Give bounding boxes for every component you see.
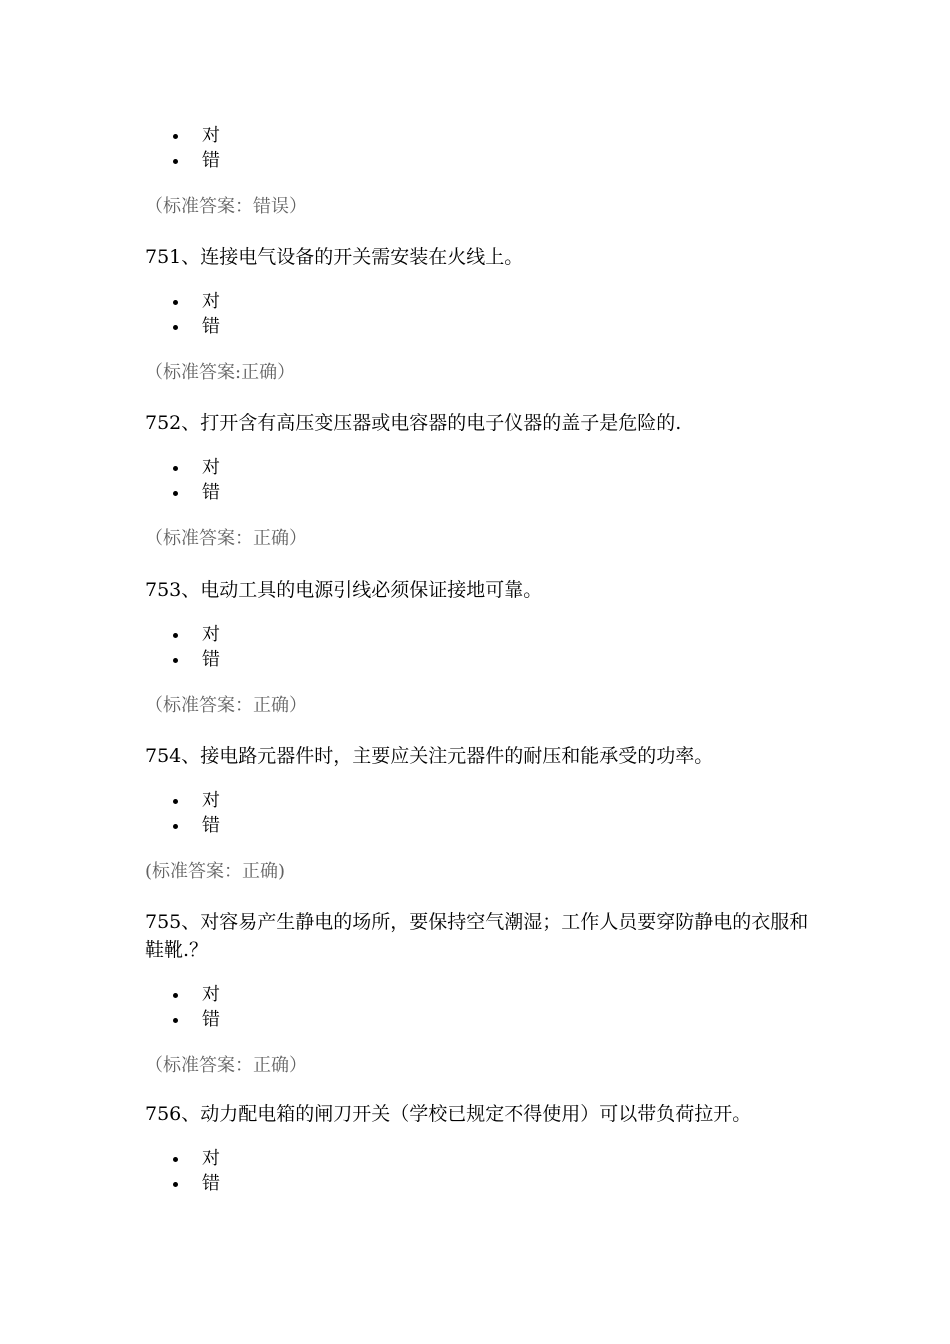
bullet-icon: [173, 993, 178, 998]
bullet-icon: [173, 300, 178, 305]
option-label: 对: [202, 624, 220, 645]
bullet-icon: [173, 134, 178, 139]
option-true[interactable]: [145, 123, 825, 148]
bullet-icon: [173, 159, 178, 164]
question-block-756: [145, 1100, 825, 1196]
bullet-icon: [173, 1157, 178, 1162]
question-block-753: [145, 576, 825, 718]
question-text: 752、打开含有高压变压器或电容器的电子仪器的盖子是危险的.: [145, 412, 682, 434]
option-true[interactable]: [145, 455, 825, 480]
option-list: [145, 788, 825, 838]
question-text: 751、连接电气设备的开关需安装在火线上。: [145, 246, 524, 268]
bullet-icon: [173, 1182, 178, 1187]
option-label: 错: [202, 649, 220, 670]
option-label: 错: [202, 815, 220, 836]
question-block-752: [145, 409, 825, 551]
option-list: [145, 123, 825, 173]
bullet-icon: [173, 633, 178, 638]
question-block-750: [145, 123, 825, 219]
standard-answer: （标准答案:正确）: [145, 362, 296, 383]
option-false[interactable]: [145, 314, 825, 339]
question-text: 756、动力配电箱的闸刀开关（学校已规定不得使用）可以带负荷拉开。: [145, 1103, 752, 1125]
option-label: 对: [202, 457, 220, 478]
option-label: 对: [202, 125, 220, 146]
option-false[interactable]: [145, 148, 825, 173]
option-label: 对: [202, 291, 220, 312]
option-label: 错: [202, 1009, 220, 1030]
question-block-755: [145, 908, 825, 1078]
standard-answer: （标准答案：正确）: [145, 695, 307, 716]
option-label: 对: [202, 1148, 220, 1169]
bullet-icon: [173, 658, 178, 663]
question-text: 755、对容易产生静电的场所，要保持空气潮湿；工作人员要穿防静电的衣服和鞋靴.？: [145, 911, 809, 961]
option-list: [145, 289, 825, 339]
standard-answer: (标准答案：正确): [145, 861, 286, 882]
bullet-icon: [173, 491, 178, 496]
option-list: [145, 455, 825, 505]
option-false[interactable]: [145, 480, 825, 505]
standard-answer: （标准答案：正确）: [145, 1055, 307, 1076]
bullet-icon: [173, 799, 178, 804]
option-label: 对: [202, 984, 220, 1005]
option-false[interactable]: [145, 1007, 825, 1032]
option-label: 错: [202, 316, 220, 337]
standard-answer: （标准答案：正确）: [145, 528, 307, 549]
option-label: 错: [202, 482, 220, 503]
option-list: [145, 982, 825, 1032]
option-list: [145, 1146, 825, 1196]
bullet-icon: [173, 325, 178, 330]
bullet-icon: [173, 466, 178, 471]
option-false[interactable]: [145, 647, 825, 672]
option-list: [145, 622, 825, 672]
option-true[interactable]: [145, 289, 825, 314]
bullet-icon: [173, 1018, 178, 1023]
question-block-754: [145, 742, 825, 884]
option-label: 错: [202, 1173, 220, 1194]
standard-answer: （标准答案：错误）: [145, 196, 307, 217]
option-true[interactable]: [145, 788, 825, 813]
option-true[interactable]: [145, 622, 825, 647]
option-label: 对: [202, 790, 220, 811]
option-true[interactable]: [145, 982, 825, 1007]
bullet-icon: [173, 824, 178, 829]
option-false[interactable]: [145, 813, 825, 838]
option-true[interactable]: [145, 1146, 825, 1171]
option-label: 错: [202, 150, 220, 171]
question-block-751: [145, 243, 825, 385]
question-text: 753、电动工具的电源引线必须保证接地可靠。: [145, 579, 543, 601]
option-false[interactable]: [145, 1171, 825, 1196]
question-text: 754、接电路元器件时，主要应关注元器件的耐压和能承受的功率。: [145, 745, 714, 767]
